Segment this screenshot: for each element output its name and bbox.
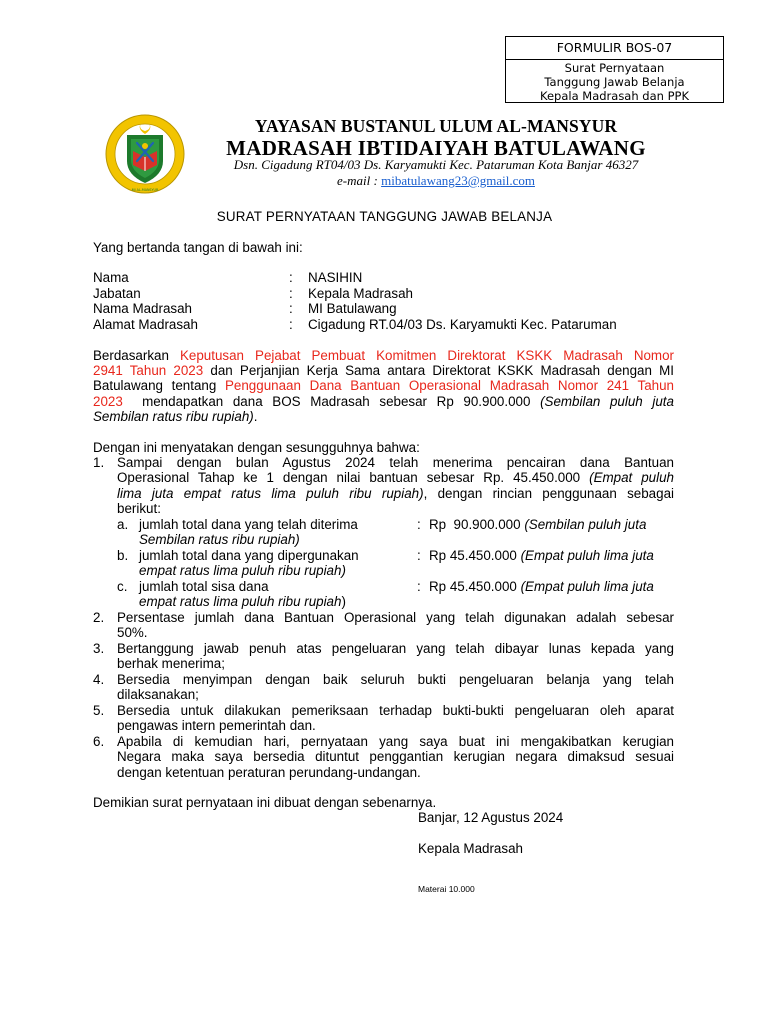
- item-text-part: Operasional Tahap ke 1 dengan nilai bantuan sebesar Rp. 45.450.000: [117, 470, 590, 485]
- basis-text: Batulawang tentang: [93, 378, 225, 393]
- document-title: SURAT PERNYATAAN TANGGUNG JAWAB BELANJA: [216, 209, 553, 224]
- item-text: Bertanggung jawab penuh atas pengeluaran yang telah dibayar lunas kepada yang: [117, 641, 674, 656]
- basis-text: .: [253, 409, 258, 424]
- email-link[interactable]: mibatulawang23@gmail.com: [381, 173, 535, 188]
- sub-item-letter: b.: [117, 548, 129, 563]
- item-text: berhak menerima;: [117, 656, 225, 671]
- amount-in-words: (Empat puluh lima juta: [520, 548, 654, 563]
- basis-text: dan Perjanjian Kerja Sama antara Direktorat KSKK Madrasah dengan MI: [203, 363, 674, 378]
- amount-in-words: lima juta empat ratus lima puluh ribu rupiah): [117, 486, 424, 501]
- form-code-box: [505, 36, 724, 103]
- email-line: [186, 173, 686, 189]
- sub-item-label: jumlah total sisa dana: [139, 579, 269, 594]
- identity-label: Jabatan: [93, 286, 141, 301]
- sub-item-letter: c.: [117, 579, 128, 594]
- item-text: Sampai dengan bulan Agustus 2024 telah menerima pencairan dana Bantuan: [117, 455, 674, 470]
- identity-colon: :: [289, 301, 293, 316]
- amount-in-words: (Sembilan puluh juta: [524, 517, 647, 532]
- identity-colon: :: [289, 286, 293, 301]
- amount-in-words: empat ratus lima puluh ribu rupiah): [139, 563, 346, 578]
- basis-line: [93, 378, 674, 393]
- form-desc-line: Tanggung Jawab Belanja: [544, 75, 685, 89]
- form-desc-line: Kepala Madrasah dan PPK: [539, 89, 690, 103]
- item-text: [117, 470, 674, 485]
- item-text: pengawas intern pemerintah dan.: [117, 718, 316, 733]
- item-text: Bersedia menyimpan dengan baik seluruh bukti pengeluaran belanja yang telah: [117, 672, 674, 687]
- email-label: e-mail: [337, 173, 371, 188]
- stamp-duty-note: Materai 10.000: [418, 884, 475, 894]
- item-text: Persentase jumlah dana Bantuan Operasional yang telah digunakan adalah sebesar: [117, 610, 674, 625]
- identity-value: Cigadung RT.04/03 Ds. Karyamukti Kec. Pataruman: [308, 317, 617, 332]
- amount-in-words: (Sembilan puluh juta: [540, 394, 674, 409]
- sub-item-amount: [429, 548, 654, 563]
- place-date: Banjar, 12 Agustus 2024: [418, 810, 564, 825]
- item-text: [117, 486, 674, 501]
- decree-reference: Keputusan Pejabat Pembuat Komitmen Direktorat KSKK Madrasah Nomor: [179, 348, 674, 363]
- item-text: Negara maka saya bersedia dituntut penggantian kerugian negara dimaksud sesuai: [117, 749, 674, 764]
- basis-line: [93, 394, 674, 409]
- item-text: berikut:: [117, 501, 161, 516]
- basis-line: [93, 409, 258, 424]
- amount-in-words: Sembilan ratus ribu rupiah): [93, 409, 254, 424]
- regulation-reference: 2023: [93, 394, 123, 409]
- item-text: dilaksanakan;: [117, 687, 199, 702]
- sub-item-colon: :: [417, 579, 421, 594]
- item-text: Apabila di kemudian hari, pernyataan yang saya buat ini mengakibatkan kerugian: [117, 734, 674, 749]
- item-text: dengan ketentuan peraturan perundang-undangan.: [117, 765, 421, 780]
- identity-label: Nama Madrasah: [93, 301, 192, 316]
- basis-text: Berdasarkan: [93, 348, 180, 363]
- basis-line: [93, 348, 674, 363]
- sub-item-amount: [429, 517, 646, 532]
- identity-value: Kepala Madrasah: [308, 286, 413, 301]
- sub-item-amount: [429, 579, 654, 594]
- closing-statement: Demikian surat pernyataan ini dibuat dengan sebenarnya.: [93, 795, 437, 810]
- identity-value: MI Batulawang: [308, 301, 397, 316]
- sub-item-colon: :: [417, 517, 421, 532]
- sub-item-label: jumlah total dana yang dipergunakan: [139, 548, 359, 563]
- amount-in-words: (Empat puluh lima juta: [520, 579, 654, 594]
- signer-title: Kepala Madrasah: [418, 841, 523, 856]
- identity-label: Alamat Madrasah: [93, 317, 198, 332]
- identity-colon: :: [289, 317, 293, 332]
- item-text: 50%.: [117, 625, 148, 640]
- item-number: 4.: [93, 672, 105, 687]
- form-description: [506, 60, 723, 103]
- amount-in-words-line: [139, 594, 346, 609]
- sub-item-colon: :: [417, 548, 421, 563]
- item-text: Bersedia untuk dilakukan pemeriksaan terhadap bukti-bukti pengeluaran oleh aparat: [117, 703, 674, 718]
- email-separator: :: [370, 173, 382, 188]
- school-name: MADRASAH IBTIDAIYAH BATULAWANG: [226, 136, 646, 160]
- form-desc-line: Surat Pernyataan: [564, 61, 665, 75]
- statement-intro: Dengan ini menyatakan dengan sesungguhnya bahwa:: [93, 440, 420, 455]
- item-text-part: , dengan rincian penggunaan sebagai: [423, 486, 674, 501]
- basis-line: [93, 363, 674, 378]
- school-logo: [104, 113, 186, 195]
- basis-text: mendapatkan dana BOS Madrasah sebesar Rp 90.900.000: [122, 394, 541, 409]
- item-number: 1.: [93, 455, 105, 470]
- item-number: 3.: [93, 641, 105, 656]
- closing-paren: ): [341, 594, 346, 609]
- item-number: 6.: [93, 734, 105, 749]
- identity-value: NASIHIN: [308, 270, 363, 285]
- sub-item-letter: a.: [117, 517, 129, 532]
- school-address: Dsn. Cigadung RT04/03 Ds. Karyamukti Kec. Pataruman Kota Banjar 46327: [233, 157, 639, 172]
- form-code: FORMULIR BOS-07: [506, 37, 723, 60]
- item-number: 2.: [93, 610, 105, 625]
- amount-figure: Rp 90.900.000: [429, 517, 525, 532]
- organization-name: YAYASAN BUSTANUL ULUM AL-MANSYUR: [254, 116, 618, 136]
- identity-label: Nama: [93, 270, 129, 285]
- amount-in-words: empat ratus lima puluh ribu rupiah: [139, 594, 342, 609]
- item-number: 5.: [93, 703, 105, 718]
- regulation-reference: Penggunaan Dana Bantuan Operasional Madrasah Nomor 241 Tahun: [224, 378, 674, 393]
- sub-item-label: jumlah total dana yang telah diterima: [139, 517, 358, 532]
- amount-figure: Rp 45.450.000: [429, 579, 521, 594]
- amount-in-words: (Empat puluh: [589, 470, 674, 485]
- decree-reference: 2941 Tahun 2023: [93, 363, 204, 378]
- amount-figure: Rp 45.450.000: [429, 548, 521, 563]
- identity-colon: :: [289, 270, 293, 285]
- amount-in-words: Sembilan ratus ribu rupiah): [139, 532, 300, 547]
- intro-text: Yang bertanda tangan di bawah ini:: [93, 240, 303, 255]
- logo-caption: MI AL-MANSYUR: [131, 188, 159, 192]
